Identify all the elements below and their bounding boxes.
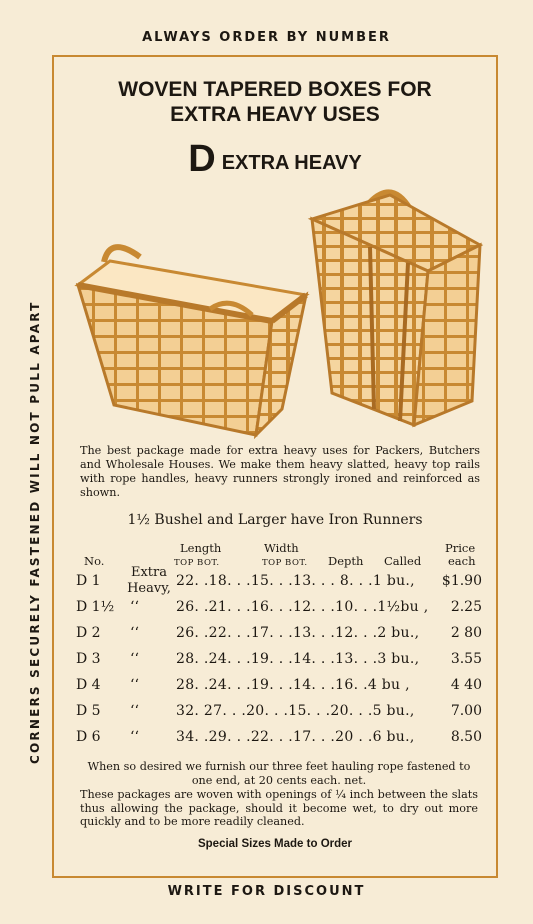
- open-basket: [78, 247, 306, 435]
- special-sizes: Special Sizes Made to Order: [197, 838, 353, 850]
- row-dimensions: 26. .22. . .17. . .13. . .12. . .2 bu.,: [176, 625, 420, 641]
- row-price: 2.25: [450, 599, 482, 615]
- row-price: 8.50: [450, 729, 482, 745]
- table-row: [76, 729, 486, 753]
- header-length-topbot: TOP BOT.: [174, 558, 220, 568]
- header-width: Width: [264, 541, 299, 555]
- table-row: [76, 625, 486, 649]
- header-width-topbot: TOP BOT.: [262, 558, 308, 568]
- row-price: 2 80: [450, 625, 482, 641]
- bottom-banner: WRITE FOR DISCOUNT: [167, 884, 366, 899]
- closed-basket: [312, 192, 480, 425]
- row-dimensions: 28. .24. . .19. . .14. . .13. . .3 bu.,: [176, 651, 420, 667]
- iron-runners-note: 1½ Bushel and Larger have Iron Runners: [127, 512, 423, 528]
- row-number: D 2: [76, 625, 101, 641]
- row-number: D 4: [76, 677, 101, 693]
- rope-note: When so desired we furnish our three feet hauling rope fastened to one end, at 20 cents each. net.: [87, 760, 471, 787]
- header-length: Length: [180, 541, 222, 555]
- table-row: [76, 573, 486, 597]
- row-price: 4 40: [450, 677, 482, 693]
- title-line-2: EXTRA HEAVY USES: [170, 103, 380, 126]
- ditto-mark: ‘‘: [130, 651, 139, 667]
- table-row: [76, 677, 486, 701]
- row-price: 3.55: [450, 651, 482, 667]
- header-each: each: [448, 554, 476, 568]
- extra-heavy-label: Extra Heavy,: [127, 565, 171, 596]
- row-number: D 6: [76, 729, 101, 745]
- row-price: $1.90: [441, 573, 482, 589]
- basket-illustrations: [70, 175, 490, 440]
- header-depth: Depth: [328, 554, 364, 568]
- ditto-mark: ‘‘: [130, 599, 139, 615]
- title-line-1: WOVEN TAPERED BOXES FOR: [118, 78, 432, 101]
- row-dimensions: 26. .21. . .16. . .12. . .10. . .1½bu ,: [176, 599, 429, 615]
- row-price: 7.00: [450, 703, 482, 719]
- ditto-mark: ‘‘: [130, 677, 139, 693]
- top-banner: ALWAYS ORDER BY NUMBER: [142, 30, 391, 45]
- row-dimensions: 28. .24. . .19. . .14. . .16. .4 bu ,: [176, 677, 410, 693]
- ditto-mark: ‘‘: [130, 703, 139, 719]
- header-called: Called: [384, 554, 422, 568]
- table-row: [76, 703, 486, 727]
- row-dimensions: 34. .29. . .22. . .17. . .20 . .6 bu.,: [176, 729, 415, 745]
- table-row: [76, 599, 486, 623]
- header-no: No.: [84, 554, 105, 568]
- openings-note: These packages are woven with openings of ¼ inch between the slats thus allowing the package, should it become wet, to dry out more quickly and to be more readily cleaned.: [80, 788, 478, 828]
- row-dimensions: 32. 27. . .20. . .15. . .20. . .5 bu.,: [176, 703, 415, 719]
- row-number: D 1: [76, 573, 101, 589]
- grade-letter: D: [188, 138, 216, 180]
- row-number: D 3: [76, 651, 101, 667]
- header-price: Price: [445, 541, 476, 555]
- row-number: D 5: [76, 703, 101, 719]
- ditto-mark: ‘‘: [130, 625, 139, 641]
- ditto-mark: ‘‘: [130, 729, 139, 745]
- side-slogan: CORNERS SECURELY FASTENED WILL NOT PULL APART: [28, 300, 42, 764]
- table-row: [76, 651, 486, 675]
- grade-label: EXTRA HEAVY: [221, 152, 362, 174]
- row-dimensions: 22. .18. . .15. . .13. . . 8. . .1 bu.,: [176, 573, 415, 589]
- row-number: D 1½: [76, 599, 115, 615]
- intro-paragraph: The best package made for extra heavy uses for Packers, Butchers and Wholesale Houses. We make them heavy slatted, heavy top rails with rope handles, heavy runners strongly ironed and reinforced as shown.: [80, 444, 480, 499]
